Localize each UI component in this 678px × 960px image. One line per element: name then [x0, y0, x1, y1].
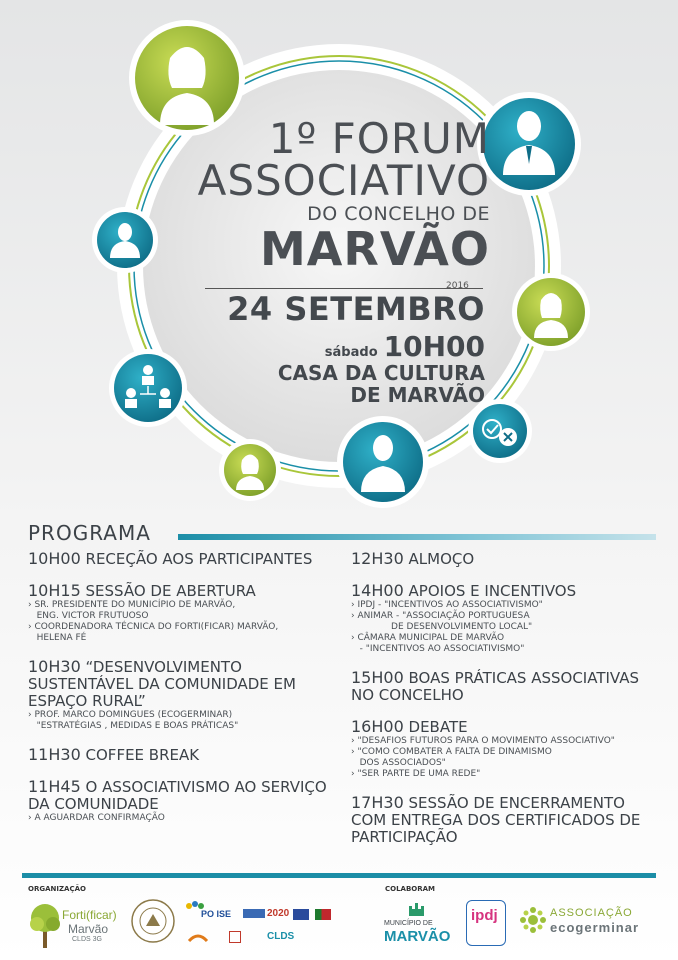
programa-item-time: 10H15 [28, 581, 81, 600]
programa-item-time: 17H30 [351, 793, 404, 812]
programa-item [351, 718, 661, 780]
marvao-label: MARVÃO [384, 928, 451, 945]
programa-left-column [28, 550, 348, 838]
programa-item-title: RECEÇÃO AOS PARTICIPANTES [85, 550, 313, 568]
seg-social-icon [187, 929, 209, 947]
programa-item-heading [351, 669, 661, 704]
eu-flag-icon [293, 909, 309, 920]
programa-item-detail: › ANIMAR - "ASSOCIAÇÃO PORTUGUESA [351, 611, 530, 621]
forum-title [170, 114, 490, 276]
programa-item [351, 582, 661, 655]
avatar-man-bottom-icon [337, 416, 429, 508]
sun-flower-icon [520, 907, 546, 933]
castle-icon [406, 898, 426, 918]
footer-bar [22, 873, 656, 878]
venue-line-1: CASA DA CULTURA [277, 361, 485, 385]
venue-line-2: DE MARVÃO [350, 383, 485, 407]
programa-item-time: 10H30 [28, 657, 81, 676]
poise-label: PO ISE [201, 909, 232, 919]
programa-item-time: 15H00 [351, 668, 404, 687]
title-line-4: MARVÃO [260, 222, 490, 276]
programa-item-detail: › "DESAFIOS FUTUROS PARA O MOVIMENTO ASSOCIATIVO" [351, 736, 615, 746]
programa-item-time: 11H30 [28, 745, 81, 764]
portugal2020-mark [243, 909, 265, 918]
programa-item-heading [28, 550, 348, 568]
programa-item-heading [28, 582, 348, 600]
ipdj-label: ipdj [471, 907, 498, 924]
funding-logos [183, 897, 343, 949]
fortificar-line-1: Forti(ficar) [62, 908, 117, 922]
portugal2020-label: 2020 [267, 908, 290, 919]
programa-item [351, 669, 661, 704]
programa-item-detail: › "SER PARTE DE UMA REDE" [351, 769, 481, 779]
programa-item-time: 16H00 [351, 717, 404, 736]
eco-label-1: ASSOCIAÇÃO [550, 907, 633, 919]
programa-item [28, 658, 348, 732]
programa-item-heading [351, 718, 661, 736]
programa-item-title: BOAS PRÁTICAS ASSOCIATIVAS NO CONCELHO [351, 669, 639, 704]
colab-label: COLABORAM [385, 885, 436, 893]
programa-item-time: 12H30 [351, 549, 404, 568]
programa-item [28, 582, 348, 644]
programa-item-detail: DOS ASSOCIADOS" [351, 758, 446, 768]
municipio-marvao-logo [382, 898, 452, 952]
programa-item [28, 746, 348, 764]
programa-item [351, 794, 661, 846]
org-label: ORGANIZAÇÃO [28, 885, 86, 893]
programa-item-heading [28, 746, 348, 764]
programa-item-time: 11H45 [28, 777, 81, 796]
programa-item-title: “DESENVOLVIMENTO SUSTENTÁVEL DA COMUNIDADE EM ESPAÇO RURAL” [28, 658, 296, 710]
programa-item-title: SESSÃO DE ABERTURA [85, 582, 256, 600]
event-year: 2016 [446, 281, 469, 291]
event-time: 10H00 [383, 330, 485, 363]
programa-item-detail: - "INCENTIVOS AO ASSOCIATIVISMO" [351, 644, 525, 654]
event-weekday: sábado [324, 345, 378, 360]
programa-item-detail: › "COMO COMBATER A FALTA DE DINAMISMO [351, 747, 552, 757]
programa-item-detail: › SR. PRESIDENTE DO MUNICÍPIO DE MARVÃO, [28, 600, 236, 610]
programa-item-detail: HELENA FÉ [28, 633, 87, 643]
programa-item-heading [351, 582, 661, 600]
fortificar-logo [28, 898, 128, 952]
event-venue [195, 362, 485, 406]
avatar-woman-bottom-icon [219, 439, 281, 501]
programa-item-heading [28, 778, 348, 813]
programa-item-heading [28, 658, 348, 710]
programa-item-heading [351, 794, 661, 846]
santa-casa-seal-logo [130, 898, 176, 944]
programa-item-detail: › A AGUARDAR CONFIRMAÇÃO [28, 813, 165, 823]
programa-item-detail: › CÂMARA MUNICIPAL DE MARVÃO [351, 633, 505, 643]
programa-item-detail: › PROF. MARCO DOMINGUES (ECOGERMINAR) [28, 710, 233, 720]
tree-icon [28, 902, 62, 950]
title-line-1: 1º FORUM [268, 114, 490, 163]
programa-item-detail: DE DESENVOLVIMENTO LOCAL" [351, 622, 533, 632]
programa-item-detail: › COORDENADORA TÉCNICA DO FORTI(FICAR) MARVÃO, [28, 622, 279, 632]
avatar-woman-right-icon [512, 273, 590, 351]
programa-item-title: O ASSOCIATIVISMO AO SERVIÇO DA COMUNIDADE [28, 778, 327, 813]
divider [205, 288, 483, 289]
title-line-2: ASSOCIATIVO [197, 156, 490, 205]
fortificar-line-2: Marvão [68, 922, 109, 936]
title-line-3: DO CONCELHO DE [307, 203, 490, 225]
avatar-man-top-icon [477, 92, 581, 196]
eco-label-2: ecogerminar [550, 920, 640, 935]
programa-heading: PROGRAMA [28, 521, 151, 545]
programa-item-title: APOIOS E INCENTIVOS [408, 582, 577, 600]
programa-item-title: DEBATE [408, 718, 468, 736]
programa-item-time: 14H00 [351, 581, 404, 600]
programa-bar [178, 534, 656, 540]
iss-logo [229, 931, 241, 943]
clds-label: CLDS [267, 931, 295, 942]
check-cross-icon [468, 399, 532, 463]
ipdj-logo [466, 900, 506, 946]
network-icon [109, 349, 187, 427]
event-day-time [195, 330, 485, 363]
programa-right-column [351, 550, 661, 860]
programa-item-time: 10H00 [28, 549, 81, 568]
programa-item [28, 550, 348, 568]
programa-item [28, 778, 348, 824]
fortificar-line-3: CLDS 3G [72, 936, 102, 943]
programa-item-detail: › IPDJ - "INCENTIVOS AO ASSOCIATIVISMO" [351, 600, 543, 610]
event-date: 24 SETEMBRO [227, 290, 485, 328]
programa-item-title: SESSÃO DE ENCERRAMENTO COM ENTREGA DOS CERTIFICADOS DE PARTICIPAÇÃO [351, 794, 641, 846]
ecogerminar-logo [520, 905, 660, 945]
programa-item-heading [351, 550, 661, 568]
portugal-flag-icon [315, 909, 331, 920]
avatar-man-left-icon [92, 207, 158, 273]
programa-item-title: ALMOÇO [408, 550, 475, 568]
programa-item-detail: "ESTRATÉGIAS , MEDIDAS E BOAS PRÁTICAS" [28, 721, 239, 731]
programa-item-title: COFFEE BREAK [85, 746, 200, 764]
municipio-label: MUNICÍPIO DE [384, 920, 433, 927]
programa-item-detail: ENG. VICTOR FRUTUOSO [28, 611, 149, 621]
programa-item [351, 550, 661, 568]
